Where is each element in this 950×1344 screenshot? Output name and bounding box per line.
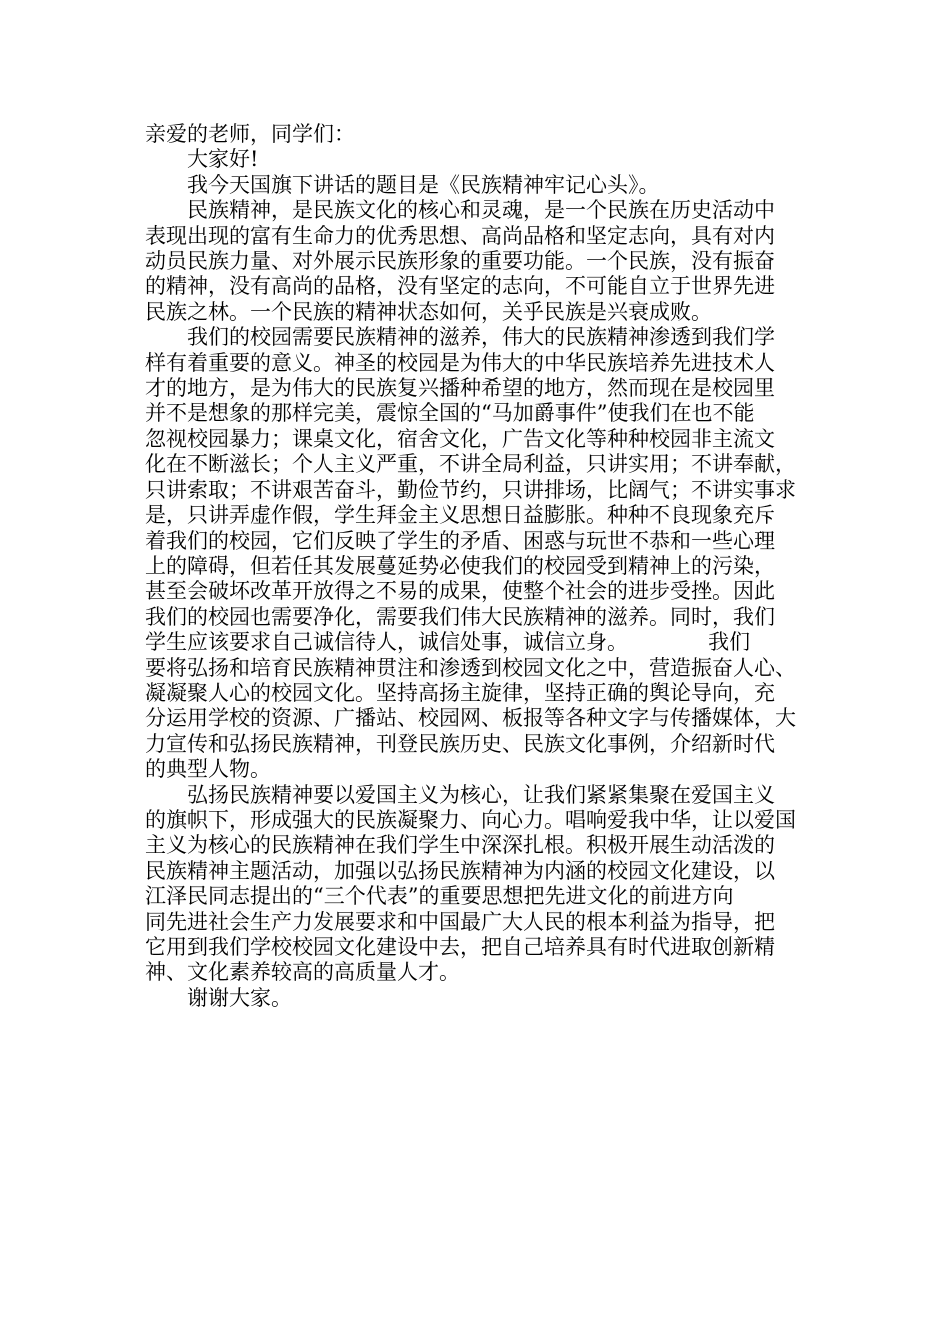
text-line: 我们的校园也需要净化，需要我们伟大民族精神的滋养。同时，我们 [145,604,775,629]
text-line: 表现出现的富有生命力的优秀思想、高尚品格和坚定志向，具有对内 [145,223,775,248]
text-line: 它用到我们学校校园文化建设中去，把自己培养具有时代进取创新精 [145,935,775,959]
text-line: 江泽民同志提出的“三个代表”的重要思想把先进文化的前进方向 [145,884,734,909]
text-line: 亲爱的老师，同学们： [145,122,355,146]
text-line: 才的地方，是为伟大的民族复兴播种希望的地方，然而现在是校园里 [145,376,775,401]
text-line: 民族之林。一个民族的精神状态如何，关乎民族是兴衰成败。 [145,299,712,324]
text-line: 样有着重要的意义。神圣的校园是为伟大的中华民族培养先进技术人 [145,350,775,375]
text-line: 民族精神主题活动，加强以弘扬民族精神为内涵的校园文化建设，以 [145,858,775,883]
text-line: 谢谢大家。 [187,985,292,1010]
text-line: 并不是想象的那样完美，震惊全国的“马加爵事件”使我们在也不能 [145,401,755,426]
text-line: 着我们的校园，它们反映了学生的矛盾、困惑与玩世不恭和一些心理 [145,528,775,553]
text-line: 民族精神，是民族文化的核心和灵魂，是一个民族在历史活动中 [187,198,775,223]
text-line: 大家好! [187,147,259,172]
text-line: 我们的校园需要民族精神的滋养，伟大的民族精神渗透到我们学 [187,325,775,350]
text-line: 的精神，没有高尚的品格，没有坚定的志向，不可能自立于世界先进 [145,274,775,299]
text-line: 分运用学校的资源、广播站、校园网、板报等各种文字与传播媒体，大 [145,706,796,731]
text-line: 上的障碍，但若任其发展蔓延势必使我们的校园受到精神上的污染， [145,553,775,578]
text-line: 力宣传和弘扬民族精神，刊登民族历史、民族文化事例，介绍新时代 [145,731,775,756]
text-line: 是，只讲弄虚作假，学生拜金主义思想日益膨胀。种种不良现象充斥 [145,503,775,528]
text-line: 学生应该要求自己诚信待人，诚信处事，诚信立身。 我们 [145,630,751,655]
text-line: 甚至会破坏改革开放得之不易的成果，使整个社会的进步受挫。因此 [145,579,775,604]
text-line: 弘扬民族精神要以爱国主义为核心，让我们紧紧集聚在爱国主义 [187,782,775,807]
text-line: 动员民族力量、对外展示民族形象的重要功能。一个民族，没有振奋 [145,249,775,274]
text-line: 凝凝聚人心的校园文化。坚持高扬主旋律，坚持正确的舆论导向，充 [145,680,775,705]
text-line: 忽视校园暴力；课桌文化，宿舍文化，广告文化等种种校园非主流文 [145,426,775,451]
speech-text [145,122,805,1011]
text-line: 的典型人物。 [145,757,271,782]
text-line: 我今天国旗下讲话的题目是《民族精神牢记心头》。 [187,172,660,197]
text-line: 要将弘扬和培育民族精神贯注和渗透到校园文化之中，营造振奋人心、 [145,655,796,680]
text-line: 的旗帜下，形成强大的民族凝聚力、向心力。唱响爱我中华，让以爱国 [145,807,796,832]
text-line: 主义为核心的民族精神在我们学生中深深扎根。积极开展生动活泼的 [145,833,775,858]
text-line: 化在不断滋长；个人主义严重，不讲全局利益，只讲实用；不讲奉献， [145,452,796,477]
text-line: 只讲索取；不讲艰苦奋斗，勤俭节约，只讲排场，比阔气；不讲实事求 [145,477,796,502]
text-line: 同先进社会生产力发展要求和中国最广大人民的根本利益为指导，把 [145,909,775,934]
text-line: 神、文化素养较高的高质量人才。 [145,960,460,985]
